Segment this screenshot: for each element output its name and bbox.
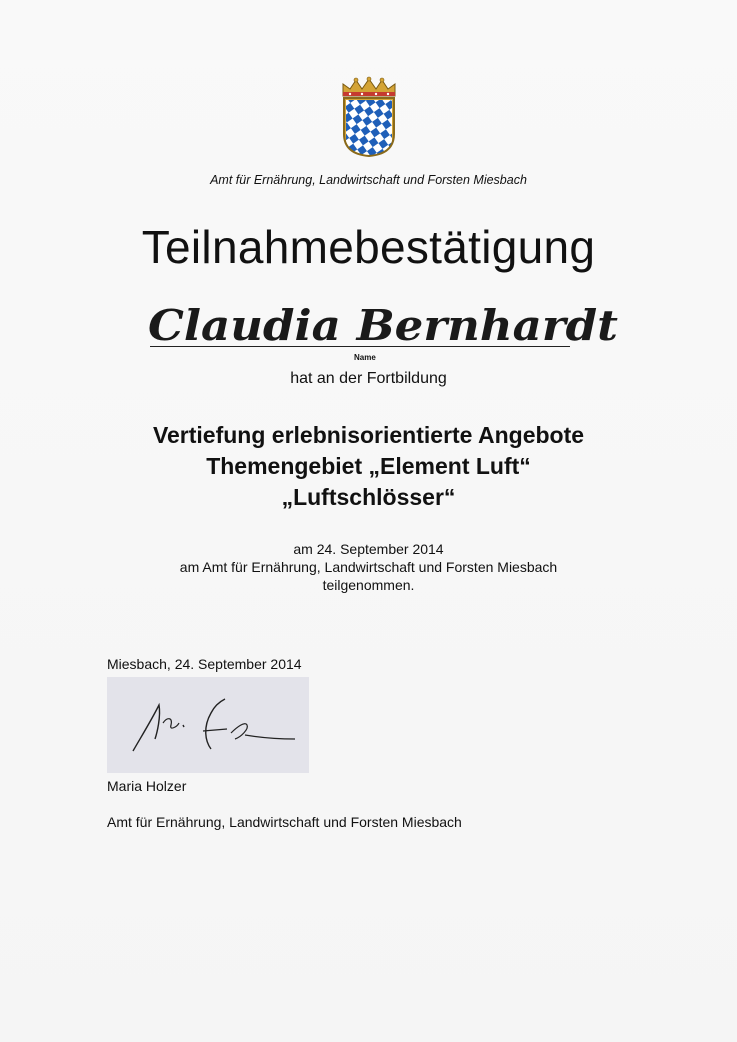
signer-name: Maria Holzer	[107, 778, 187, 794]
name-caption: Name	[354, 353, 376, 362]
event-date: am 24. September 2014	[293, 541, 444, 557]
participant-name-area	[140, 296, 620, 366]
signature-box	[107, 677, 309, 773]
place-date: Miesbach, 24. September 2014	[107, 656, 302, 672]
certificate-title: Teilnahmebestätigung	[141, 221, 596, 273]
office-header: Amt für Ernährung, Landwirtschaft und Forsten Miesbach	[210, 173, 527, 187]
intro-text: hat an der Fortbildung	[290, 370, 447, 387]
svg-text:Claudia Bernhardt: Claudia Bernhardt	[148, 301, 618, 350]
course-line-3: „Luftschlösser“	[281, 484, 456, 510]
event-location: am Amt für Ernährung, Landwirtschaft und Forsten Miesbach	[179, 559, 558, 575]
signer-office: Amt für Ernährung, Landwirtschaft und Forsten Miesbach	[107, 814, 462, 830]
course-line-2: Themengebiet „Element Luft“	[206, 453, 531, 479]
course-line-1: Vertiefung erlebnisorientierte Angebote	[152, 422, 585, 448]
signature-scribble-icon	[107, 677, 309, 773]
participant-name-handwritten	[140, 296, 620, 366]
closing-text: teilgenommen.	[322, 577, 415, 593]
bavarian-coat-of-arms-icon	[340, 76, 398, 158]
